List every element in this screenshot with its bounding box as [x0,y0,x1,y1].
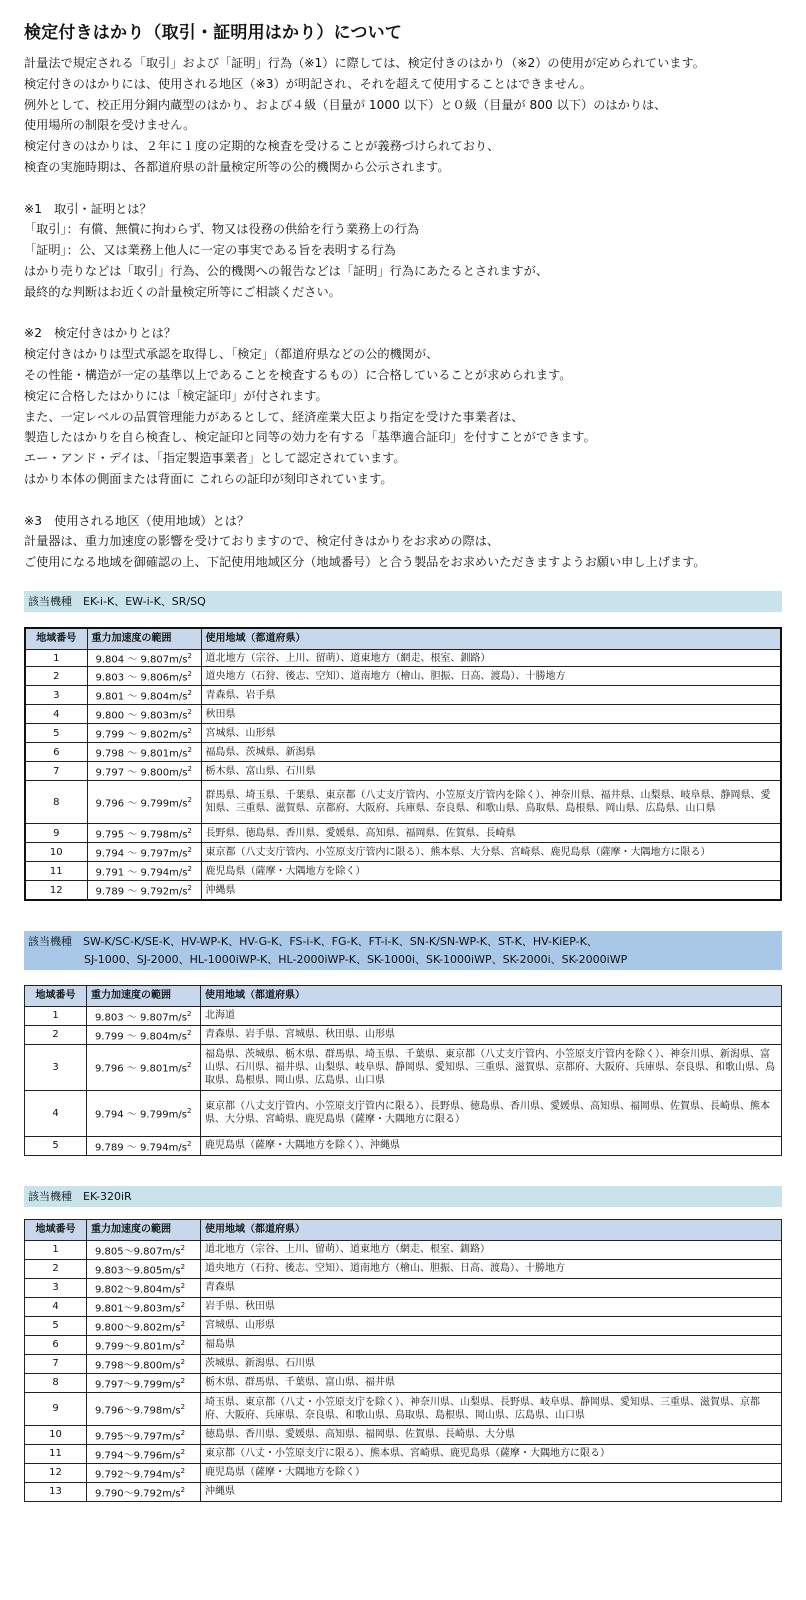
intro-text [24,53,782,178]
usage-area: 青森県、岩手県、宮城県、秋田県、山形県 [201,1025,782,1044]
gravity-range [87,1240,201,1259]
usage-area: 東京都（八丈支庁管内、小笠原支庁管内に限る）、熊本県、大分県、宮崎県、鹿児島県（薩摩・大隅地方に限る） [201,843,781,862]
gravity-range-value: 9.799～9.801 [95,1340,163,1352]
unit-exponent: 2 [180,1319,186,1328]
unit: m/s [169,798,188,810]
model-table-section [24,1186,782,1502]
unit-exponent: 2 [180,1338,186,1347]
table-header-row [25,1219,782,1240]
gravity-range-value: 9.797 ～ 9.800 [95,767,170,779]
usage-area: 鹿児島県（薩摩・大隅地方を除く） [201,1463,782,1482]
intro-line: 計量法で規定される「取引」および「証明」行為（※1）に際しては、検定付きのはかり（※2）の使用が定められています。 [24,56,705,70]
table-row [25,667,781,686]
note-line: 製造したはかりを自ら検査し、検定証印と同等の効力を有する「基準適合証印」を付すことができます。 [24,430,596,445]
gravity-range-value: 9.791 ～ 9.794 [95,867,170,879]
unit: m/s [168,1141,187,1153]
intro-line: 検定付きのはかりは、２年に１度の定期的な検査を受けることが義務づけられており、 [24,139,500,154]
gravity-range-value: 9.797～9.799 [95,1378,163,1390]
gravity-range [87,1025,201,1044]
zone-number: 4 [25,1297,87,1316]
unit-exponent: 2 [187,727,192,736]
table-row [25,1316,782,1335]
gravity-range-value: 9.796～9.798 [95,1404,163,1416]
unit: m/s [169,748,188,760]
table-row [25,1335,782,1354]
usage-area: 栃木県、群馬県、千葉県、富山県、福井県 [201,1373,782,1392]
unit: m/s [169,691,188,703]
unit: m/s [162,1359,181,1371]
unit: m/s [162,1404,181,1416]
gravity-range [87,862,201,881]
gravity-range [87,1006,201,1025]
gravity-range [87,1392,201,1425]
gravity-range [87,1278,201,1297]
note-heading: ※1 取引・証明とは？ [24,201,152,216]
unit: m/s [168,1011,187,1023]
zone-number: 5 [25,1316,87,1335]
gravity-range [87,1335,201,1354]
area-header: 使用地域（都道府県） [201,1219,782,1240]
unit: m/s [162,1487,181,1499]
unit-exponent: 2 [180,1466,186,1475]
table-row [25,1373,782,1392]
gravity-range-value: 9.796 ～ 9.799 [95,798,170,810]
unit: m/s [162,1430,181,1442]
note-line: 最終的な判断はお近くの計量検定所等にご相談ください。 [24,284,341,299]
zone-number: 10 [25,1425,87,1444]
usage-area: 栃木県、富山県、石川県 [201,762,781,781]
unit-exponent: 2 [180,1376,186,1385]
gravity-range [87,1297,201,1316]
table-row [25,881,781,900]
gravity-range-value: 9.799 ～ 9.804 [95,1030,169,1042]
gravity-zone-tables [24,591,782,1502]
note-line: その性能・構造が一定の基準以上であることを検査するもの）に合格していることが求められます。 [24,367,572,382]
gravity-range [87,824,201,843]
gravity-range [87,743,201,762]
unit: m/s [169,672,188,684]
zone-number: 5 [25,724,87,743]
gravity-range-value: 9.795 ～ 9.798 [95,829,170,841]
table-row [25,1463,782,1482]
table-row [25,1297,782,1316]
range-header: 重力加速度の範囲 [87,628,201,650]
gravity-range [87,705,201,724]
unit: m/s [162,1302,181,1314]
zone-number: 6 [25,1335,87,1354]
unit-exponent: 2 [187,746,192,755]
table-row [25,862,781,881]
unit-exponent: 2 [187,765,192,774]
note-line: 「取引」：有償、無償に拘わらず、物又は役務の供給を行う業務上の行為 [24,222,420,237]
unit-exponent: 2 [186,1139,192,1148]
zone-number: 6 [25,743,87,762]
usage-area: 東京都（八丈・小笠原支庁に限る）、熊本県、宮崎県、鹿児島県（薩摩・大隅地方に限る） [201,1444,782,1463]
unit-exponent: 2 [186,1061,192,1070]
gravity-range-value: 9.802～9.804 [95,1283,163,1295]
gravity-range-value: 9.792～9.794 [95,1468,163,1480]
table-row [25,824,781,843]
unit: m/s [169,829,188,841]
zone-number: 13 [25,1482,87,1501]
unit-exponent: 2 [187,865,192,874]
gravity-range-value: 9.805～9.807 [95,1245,163,1257]
table-row [25,649,781,666]
unit-exponent: 2 [187,796,192,805]
zone-number: 10 [25,843,87,862]
note-line: エー・アンド・デイは、「指定製造事業者」として認定されています。 [24,451,406,466]
zone-number: 1 [25,1240,87,1259]
usage-area: 沖縄県 [201,881,781,900]
model-header [24,1186,782,1207]
zone-number: 8 [25,781,87,824]
note-line: 検定付きはかりは型式承認を取得し、「検定」（都道府県などの公的機関が、 [24,347,439,362]
area-header: 使用地域（都道府県） [201,985,782,1006]
unit: m/s [162,1378,181,1390]
gravity-range-value: 9.789 ～ 9.794 [95,1141,169,1153]
usage-area: 道北地方（宗谷、上川、留萌）、道東地方（網走、根室、釧路） [201,1240,782,1259]
unit: m/s [162,1468,181,1480]
gravity-range-value: 9.800 ～ 9.803 [95,710,170,722]
usage-area: 沖縄県 [201,1482,782,1501]
gravity-range-value: 9.795～9.797 [95,1430,163,1442]
table-row [25,1136,782,1155]
gravity-range [87,667,201,686]
gravity-zone-table [24,627,782,901]
usage-area: 福島県、茨城県、新潟県 [201,743,781,762]
zone-number: 9 [25,1392,87,1425]
unit-exponent: 2 [180,1402,186,1411]
zone-number: 3 [25,1278,87,1297]
intro-line: 使用場所の制限を受けません。 [24,118,196,133]
gravity-range [87,1044,201,1090]
model-table-section [24,591,782,901]
gravity-range-value: 9.801 ～ 9.804 [95,691,170,703]
zone-header: 地域番号 [25,985,87,1006]
note-line: はかり本体の側面または背面に これらの証印が刻印されています。 [24,471,393,486]
range-header: 重力加速度の範囲 [87,985,201,1006]
unit: m/s [162,1340,181,1352]
note-verified-scale [24,323,782,489]
unit-exponent: 2 [180,1357,186,1366]
zone-number: 11 [25,1444,87,1463]
range-header: 重力加速度の範囲 [87,1219,201,1240]
unit: m/s [162,1449,181,1461]
table-row [25,705,781,724]
usage-area: 宮城県、山形県 [201,724,781,743]
usage-area: 道北地方（宗谷、上川、留萌）、道東地方（網走、根室、釧路） [201,649,781,666]
usage-area: 福島県 [201,1335,782,1354]
zone-number: 4 [25,705,87,724]
table-row [25,781,781,824]
usage-area: 道央地方（石狩、後志、空知）、道南地方（檜山、胆振、日高、渡島）、十勝地方 [201,1259,782,1278]
usage-area: 岩手県、秋田県 [201,1297,782,1316]
gravity-range [87,724,201,743]
unit: m/s [169,767,188,779]
unit: m/s [169,886,188,898]
table-header-row [25,628,781,650]
model-table-section [24,931,782,1156]
gravity-range [87,881,201,900]
unit-exponent: 2 [187,670,192,679]
usage-area: 宮城県、山形県 [201,1316,782,1335]
zone-number: 2 [25,1259,87,1278]
usage-area: 秋田県 [201,705,781,724]
model-header [24,931,782,970]
zone-number: 8 [25,1373,87,1392]
gravity-range-value: 9.794 ～ 9.799 [95,1109,169,1121]
unit-exponent: 2 [180,1300,186,1309]
gravity-range-value: 9.790～9.792 [95,1487,163,1499]
zone-number: 9 [25,824,87,843]
table-row [25,762,781,781]
usage-area: 道央地方（石狩、後志、空知）、道南地方（檜山、胆振、日高、渡島）、十勝地方 [201,667,781,686]
table-row [25,743,781,762]
model-list: 該当機種 EK-i-K、EW-i-K、SR/SQ [28,594,206,608]
unit-exponent: 2 [180,1262,186,1271]
gravity-range [87,1136,201,1155]
usage-area: 群馬県、埼玉県、千葉県、東京都（八丈支庁管内、小笠原支庁管内を除く）、神奈川県、福井県、山梨県、岐阜県、静岡県、愛知県、三重県、滋賀県、京都府、大阪府、兵庫県、奈良県、和歌山県、鳥取県、島根県、岡山県、広島県、山口県 [201,781,781,824]
table-row [25,1354,782,1373]
note-line: はかり売りなどは「取引」行為、公的機関への報告などは「証明」行為にあたるとされますが、 [24,263,549,278]
unit: m/s [169,867,188,879]
unit: m/s [162,1264,181,1276]
unit-exponent: 2 [186,1107,192,1116]
intro-line: 検査の実施時期は、各都道府県の計量検定所等の公的機関から公示されます。 [24,159,450,174]
zone-number: 2 [25,1025,87,1044]
table-row [25,1482,782,1501]
note-trade-certification [24,199,782,303]
usage-area: 鹿児島県（薩摩・大隅地方を除く）、沖縄県 [201,1136,782,1155]
gravity-range [87,1463,201,1482]
usage-area: 東京都（八丈支庁管内、小笠原支庁管内に限る）、長野県、徳島県、香川県、愛媛県、高知県、福岡県、佐賀県、長崎県、熊本県、大分県、宮崎県、鹿児島県（薩摩・大隅地方に限る） [201,1090,782,1136]
table-header-row [25,985,782,1006]
gravity-range [87,1373,201,1392]
note-usage-area [24,511,782,573]
gravity-range [87,1444,201,1463]
unit: m/s [162,1283,181,1295]
gravity-range-value: 9.798 ～ 9.801 [95,748,170,760]
table-row [25,1006,782,1025]
table-row [25,1259,782,1278]
zone-number: 7 [25,762,87,781]
note-heading: ※2 検定付きはかりとは？ [24,326,177,341]
unit: m/s [168,1109,187,1121]
usage-area: 長野県、徳島県、香川県、愛媛県、高知県、福岡県、佐賀県、長崎県 [201,824,781,843]
gravity-range-value: 9.803～9.805 [95,1264,163,1276]
note-line: また、一定レベルの品質管理能力があるとして、経済産業大臣より指定を受けた事業者は、 [24,409,524,424]
table-row [25,1025,782,1044]
model-header [24,591,782,612]
zone-number: 12 [25,881,87,900]
usage-area: 福島県、茨城県、栃木県、群馬県、埼玉県、千葉県、東京都（八丈支庁管内、小笠原支庁管内を除く）、神奈川県、新潟県、富山県、石川県、福井県、山梨県、岐阜県、静岡県、愛知県、三重県、滋賀県、京都府、大阪府、兵庫県、奈良県、和歌山県、鳥取県、島根県、岡山県、広島県、山口県 [201,1044,782,1090]
usage-area: 青森県、岩手県 [201,686,781,705]
gravity-range [87,781,201,824]
note-line: ご使用になる地域を御確認の上、下記使用地域区分（地域番号）と合う製品をお求めいただきますようお願い申し上げます。 [24,555,706,570]
table-row [25,1240,782,1259]
unit: m/s [162,1321,181,1333]
gravity-range-value: 9.796 ～ 9.801 [95,1063,169,1075]
gravity-range-value: 9.801～9.803 [95,1302,163,1314]
intro-line: 検定付きのはかりには、使用される地区（※3）が明記され、それを超えて使用することはできません。 [24,76,592,91]
gravity-range [87,843,201,862]
table-row [25,1444,782,1463]
zone-number: 2 [25,667,87,686]
note-line: 「証明」：公、又は業務上他人に一定の事実である旨を表明する行為 [24,243,396,258]
zone-number: 1 [25,649,87,666]
note-heading: ※3 使用される地区（使用地域）とは？ [24,513,250,528]
unit-exponent: 2 [180,1485,186,1494]
zone-number: 7 [25,1354,87,1373]
zone-header: 地域番号 [25,628,87,650]
gravity-range [87,1354,201,1373]
table-row [25,1392,782,1425]
zone-number: 12 [25,1463,87,1482]
table-row [25,843,781,862]
gravity-zone-table [24,1219,782,1502]
table-row [25,1425,782,1444]
usage-area: 青森県 [201,1278,782,1297]
usage-area: 北海道 [201,1006,782,1025]
note-line: 計量器は、重力加速度の影響を受けておりますので、検定付きはかりをお求めの際は、 [24,534,500,549]
zone-number: 5 [25,1136,87,1155]
usage-area: 埼玉県、東京都（八丈・小笠原支庁を除く）、神奈川県、山梨県、長野県、岐阜県、静岡県、愛知県、三重県、滋賀県、京都府、大阪府、兵庫県、奈良県、和歌山県、鳥取県、島根県、岡山県、広島県、山口県 [201,1392,782,1425]
table-row [25,686,781,705]
model-list: 該当機種 SW-K/SC-K/SE-K、HV-WP-K、HV-G-K、FS-i-K、FG-K、FT-i-K、SN-K/SN-WP-K、ST-K、HV-KiEP-K、 [28,934,598,948]
gravity-range-value: 9.803 ～ 9.806 [95,672,170,684]
unit-exponent: 2 [187,883,192,892]
unit: m/s [169,710,188,722]
zone-number: 3 [25,1044,87,1090]
unit-exponent: 2 [187,651,192,660]
unit-exponent: 2 [187,708,192,717]
zone-number: 4 [25,1090,87,1136]
table-row [25,1278,782,1297]
gravity-range [87,1259,201,1278]
note-line: 検定に合格したはかりには「検定証印」が付されます。 [24,388,328,403]
unit: m/s [169,654,188,666]
gravity-range-value: 9.794～9.796 [95,1449,163,1461]
intro-line: 例外として、校正用分銅内蔵型のはかり、および４級（目量が 1000 以下）と０級（目量が 800 以下）のはかりは、 [24,97,667,112]
gravity-range [87,1316,201,1335]
table-row [25,1044,782,1090]
unit-exponent: 2 [186,1009,192,1018]
usage-area: 鹿児島県（薩摩・大隅地方を除く） [201,862,781,881]
unit-exponent: 2 [186,1028,192,1037]
table-row [25,724,781,743]
gravity-range-value: 9.794 ～ 9.797 [95,848,170,860]
zone-header: 地域番号 [25,1219,87,1240]
unit-exponent: 2 [180,1281,186,1290]
gravity-range [87,762,201,781]
gravity-range-value: 9.798～9.800 [95,1359,163,1371]
unit-exponent: 2 [180,1447,186,1456]
unit: m/s [168,1030,187,1042]
unit-exponent: 2 [187,827,192,836]
gravity-range [87,1090,201,1136]
unit-exponent: 2 [187,846,192,855]
zone-number: 11 [25,862,87,881]
unit: m/s [169,729,188,741]
gravity-range-value: 9.789 ～ 9.792 [95,886,170,898]
unit: m/s [162,1245,181,1257]
area-header: 使用地域（都道府県） [201,628,781,650]
model-list: SJ-1000、SJ-2000、HL-1000iWP-K、HL-2000iWP-K、SK-1000i、SK-1000iWP、SK-2000i、SK-2000iWP [84,952,628,966]
gravity-range-value: 9.799 ～ 9.802 [95,729,170,741]
unit: m/s [168,1063,187,1075]
gravity-zone-table [24,985,782,1156]
unit: m/s [169,848,188,860]
page-title: 検定付きはかり（取引・証明用はかり）について [24,23,403,43]
zone-number: 3 [25,686,87,705]
usage-area: 茨城県、新潟県、石川県 [201,1354,782,1373]
table-row [25,1090,782,1136]
zone-number: 1 [25,1006,87,1025]
usage-area: 徳島県、香川県、愛媛県、高知県、福岡県、佐賀県、長崎県、大分県 [201,1425,782,1444]
gravity-range [87,1482,201,1501]
unit-exponent: 2 [187,689,192,698]
gravity-range [87,1425,201,1444]
gravity-range-value: 9.803 ～ 9.807 [95,1011,169,1023]
gravity-range [87,686,201,705]
unit-exponent: 2 [180,1428,186,1437]
unit-exponent: 2 [180,1243,186,1252]
gravity-range [87,649,201,666]
model-list: 該当機種 EK-320iR [28,1189,132,1203]
gravity-range-value: 9.800～9.802 [95,1321,163,1333]
gravity-range-value: 9.804 ～ 9.807 [95,654,170,666]
